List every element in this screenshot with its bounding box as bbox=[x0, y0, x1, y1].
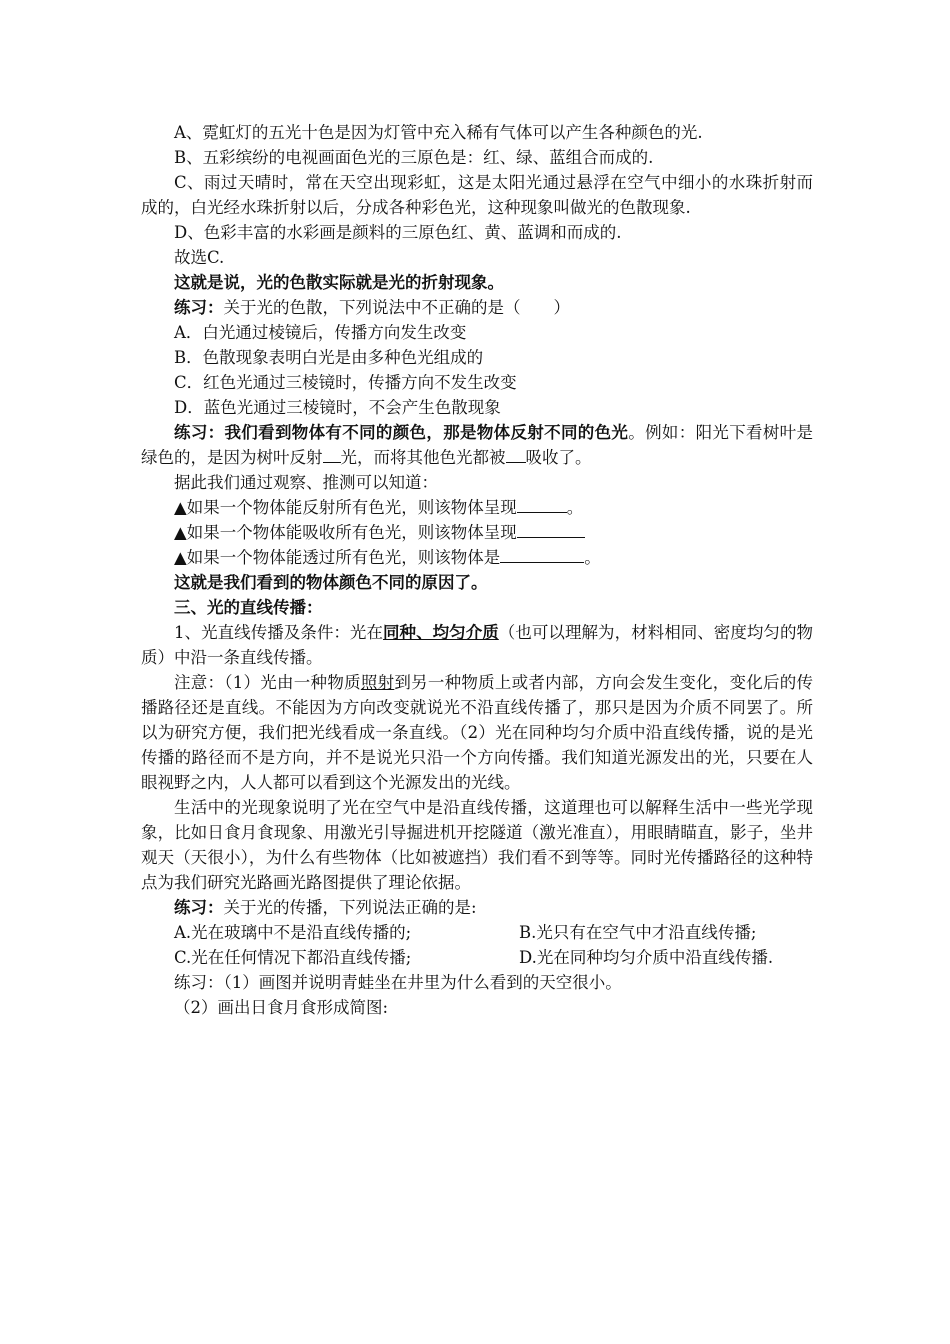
note-text-a: 注意：（1）光由一种物质 bbox=[174, 673, 361, 692]
exercise-2-text-1: 。例如：阳光下看树叶是绿色的，是因为树叶反射 bbox=[141, 423, 814, 467]
exercise-1-option-b: B．色散现象表明白光是由多种色光组成的 bbox=[174, 348, 484, 367]
option-b: B、五彩缤纷的电视画面色光的三原色是：红、绿、蓝组合而成的. bbox=[174, 148, 654, 167]
triangle-item-2 bbox=[141, 520, 813, 545]
exercise-1-option-d: D．蓝色光通过三棱镜时，不会产生色散现象 bbox=[174, 398, 501, 417]
condition-emphasis: 同种、均匀介质 bbox=[383, 623, 499, 642]
triangle-icon: ▲ bbox=[174, 548, 187, 567]
exercise-label: 练习： bbox=[174, 298, 224, 317]
summary-dispersion: 这就是说，光的色散实际就是光的折射现象。 bbox=[174, 273, 504, 292]
propagation-condition bbox=[141, 620, 813, 670]
triangle-item-1 bbox=[141, 495, 813, 520]
exercise-1-option-c: C．红色光通过三棱镜时，传播方向不发生改变 bbox=[174, 373, 517, 392]
exercise-1-option-a: A．白光通过棱镜后，传播方向发生改变 bbox=[174, 323, 467, 342]
blank-line bbox=[500, 546, 584, 563]
blank-line bbox=[517, 496, 567, 513]
exercise-3-options-row-2 bbox=[141, 945, 813, 970]
triangle-item-1-end: 。 bbox=[566, 498, 584, 517]
exercise-4: 练习：（1）画图并说明青蛙坐在井里为什么看到的天空很小。 bbox=[174, 973, 622, 992]
triangle-item-3 bbox=[141, 545, 813, 570]
exercise-3-question: 关于光的传播，下列说法正确的是: bbox=[223, 898, 477, 917]
triangle-item-3-end: 。 bbox=[584, 548, 601, 567]
exercise-4-part-2: （2）画出日食月食形成简图: bbox=[174, 998, 389, 1017]
exercise-2-text-2: 光，而将其他色光都被 bbox=[340, 448, 506, 467]
life-phenomena-paragraph: 生活中的光现象说明了光在空气中是沿直线传播，这道理也可以解释生活中一些光学现象，比如日食月食现象、用激光引导掘进机开挖隧道（激光准直），用眼睛瞄直，影子，坐井观天（天很小），为什么有些物体（比如被遮挡）我们看不到等等。同时光传播路径的这种特点为我们研究光路画光路图提供了理论依据。 bbox=[141, 798, 813, 892]
blank-line bbox=[506, 446, 526, 463]
document-body bbox=[141, 120, 813, 1020]
exercise-3-options-row-1 bbox=[141, 920, 813, 945]
inference-line: 据此我们通过观察、推测可以知道： bbox=[174, 473, 438, 492]
answer-line: 故选C. bbox=[174, 248, 225, 267]
blank-line bbox=[517, 521, 585, 538]
condition-text-c: （也可以理解为，材料相同、密度均匀的物质）中沿一条直线传播。 bbox=[141, 623, 814, 667]
exercise-3-option-a: A.光在玻璃中不是沿直线传播的; bbox=[174, 923, 412, 942]
exercise-2-text-3: 吸收了。 bbox=[525, 448, 592, 467]
exercise-3-option-b: B.光只有在空气中才沿直线传播; bbox=[519, 923, 757, 942]
exercise-2-bold: 练习：我们看到物体有不同的颜色，那是物体反射不同的色光 bbox=[174, 423, 629, 442]
exercise-label: 练习： bbox=[174, 898, 224, 917]
exercise-question: 关于光的色散，下列说法中不正确的是（ ） bbox=[223, 298, 570, 317]
exercise-1 bbox=[141, 295, 813, 320]
triangle-item-2-text: 如果一个物体能吸收所有色光，则该物体呈现 bbox=[186, 523, 517, 542]
note-underlined: 照射 bbox=[360, 673, 395, 692]
exercise-2 bbox=[141, 420, 813, 470]
triangle-item-3-text: 如果一个物体能透过所有色光，则该物体是 bbox=[186, 548, 501, 567]
note-paragraph bbox=[141, 670, 813, 795]
triangle-item-1-text: 如果一个物体能反射所有色光，则该物体呈现 bbox=[186, 498, 517, 517]
option-d: D、色彩丰富的水彩画是颜料的三原色红、黄、蓝调和而成的. bbox=[174, 223, 622, 242]
exercise-3-option-c: C.光在任何情况下都沿直线传播; bbox=[174, 948, 412, 967]
option-a: A、霓虹灯的五光十色是因为灯管中充入稀有气体可以产生各种颜色的光. bbox=[174, 123, 703, 142]
summary-color: 这就是我们看到的物体颜色不同的原因了。 bbox=[174, 573, 488, 592]
option-c: C、雨过天晴时，常在天空出现彩虹，这是太阳光通过悬浮在空气中细小的水珠折射而成的，白光经水珠折射以后，分成各种彩色光，这种现象叫做光的色散现象. bbox=[141, 173, 813, 217]
triangle-icon: ▲ bbox=[174, 523, 187, 542]
section-3-title: 三、光的直线传播： bbox=[174, 598, 323, 617]
blank-line bbox=[323, 446, 341, 463]
triangle-icon: ▲ bbox=[174, 498, 187, 517]
note-text-c: 到另一种物质上或者内部，方向会发生变化，变化后的传播路径还是直线。不能因为方向改变就说光不沿直线传播了，那只是因为介质不同罢了。所以为研究方便，我们把光线看成一条直线。（2）光在同种均匀介质中沿直线传播，说的是光传播的路径而不是方向，并不是说光只沿一个方向传播。我们知道光源发出的光，只要在人眼视野之内，人人都可以看到这个光源发出的光线。 bbox=[141, 673, 814, 792]
condition-text-a: 1、光直线传播及条件：光在 bbox=[174, 623, 384, 642]
exercise-3-option-d: D.光在同种均匀介质中沿直线传播. bbox=[519, 948, 774, 967]
exercise-3 bbox=[141, 895, 813, 920]
